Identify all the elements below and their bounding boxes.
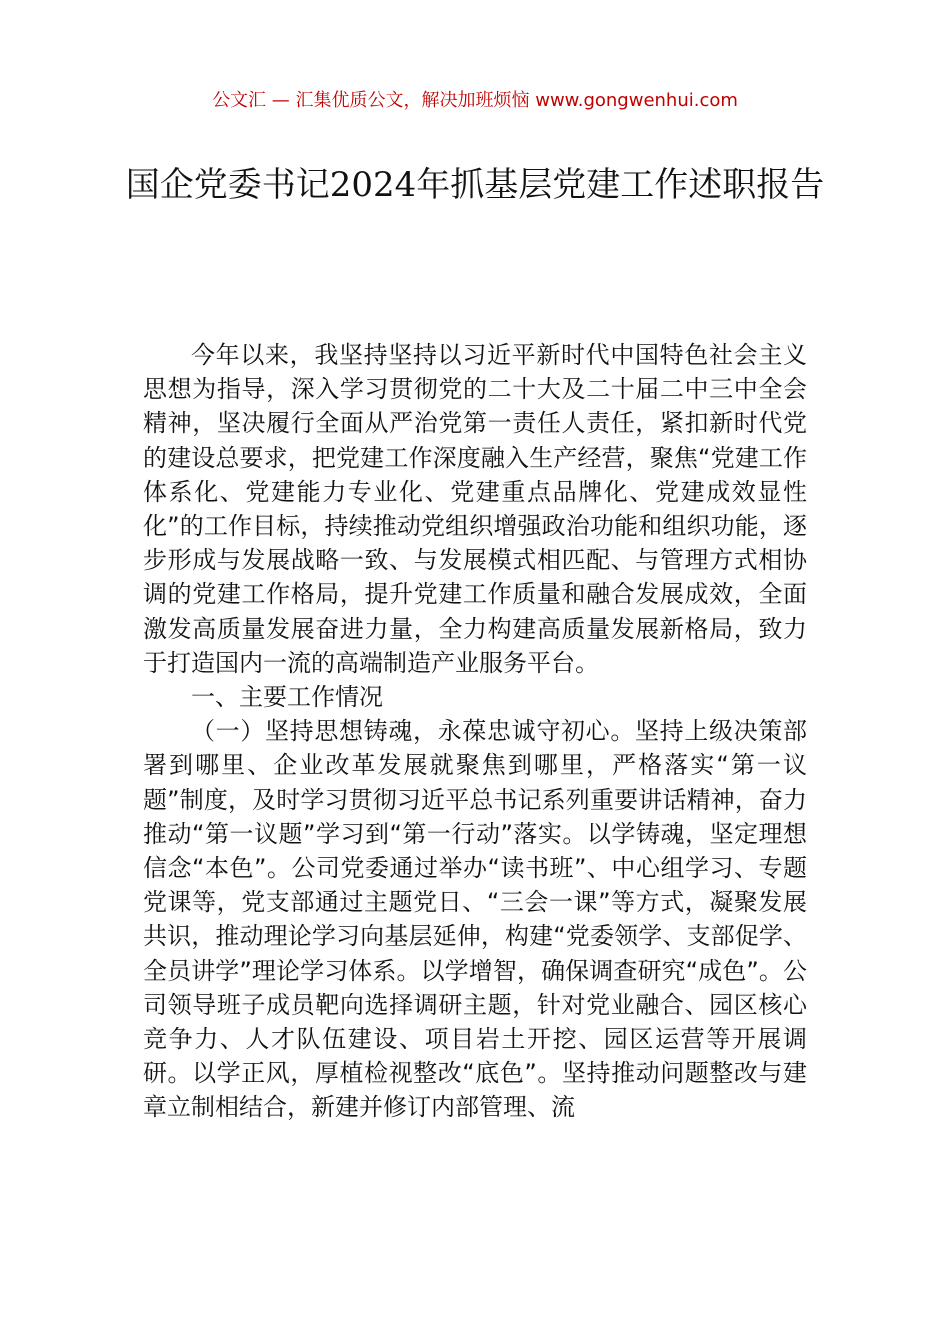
- intro-paragraph: 今年以来，我坚持坚持以习近平新时代中国特色社会主义思想为指导，深入学习贯彻党的二十大及二十届二中三中全会精神，坚决履行全面从严治党第一责任人责任，紧扣新时代党的建设总要求，把党建工作深度融入生产经营，聚焦“党建工作体系化、党建能力专业化、党建重点品牌化、党建成效显性化”的工作目标，持续推动党组织增强政治功能和组织功能，逐步形成与发展战略一致、与发展模式相匹配、与管理方式相协调的党建工作格局，提升党建工作质量和融合发展成效，全面激发高质量发展奋进力量，全力构建高质量发展新格局，致力于打造国内一流的高端制造产业服务平台。: [143, 341, 807, 677]
- document-body: [143, 338, 807, 1125]
- section-heading-main-work: 一、主要工作情况: [191, 683, 383, 712]
- document-title: 国企党委书记2024年抓基层党建工作述职报告: [125, 165, 825, 205]
- section-paragraph-1: （一）坚持思想铸魂，永葆忠诚守初心。坚持上级决策部署到哪里、企业改革发展就聚焦到哪里，严格落实“第一议题”制度，及时学习贯彻习近平总书记系列重要讲话精神，奋力推动“第一议题”学习到“第一行动”落实。以学铸魂，坚定理想信念“本色”。公司党委通过举办“读书班”、中心组学习、专题党课等，党支部通过主题党日、“三会一课”等方式，凝聚发展共识，推动理论学习向基层延伸，构建“党委领学、支部促学、全员讲学”理论学习体系。以学增智，确保调查研究“成色”。公司领导班子成员靶向选择调研主题，针对党业融合、园区核心竞争力、人才队伍建设、项目岩土开挖、园区运营等开展调研。以学正风，厚植检视整改“底色”。坚持推动问题整改与建章立制相结合，新建并修订内部管理、流: [143, 717, 807, 1122]
- watermark-header[interactable]: 公文汇 — 汇集优质公文，解决加班烦恼 www.gongwenhui.com: [212, 90, 738, 111]
